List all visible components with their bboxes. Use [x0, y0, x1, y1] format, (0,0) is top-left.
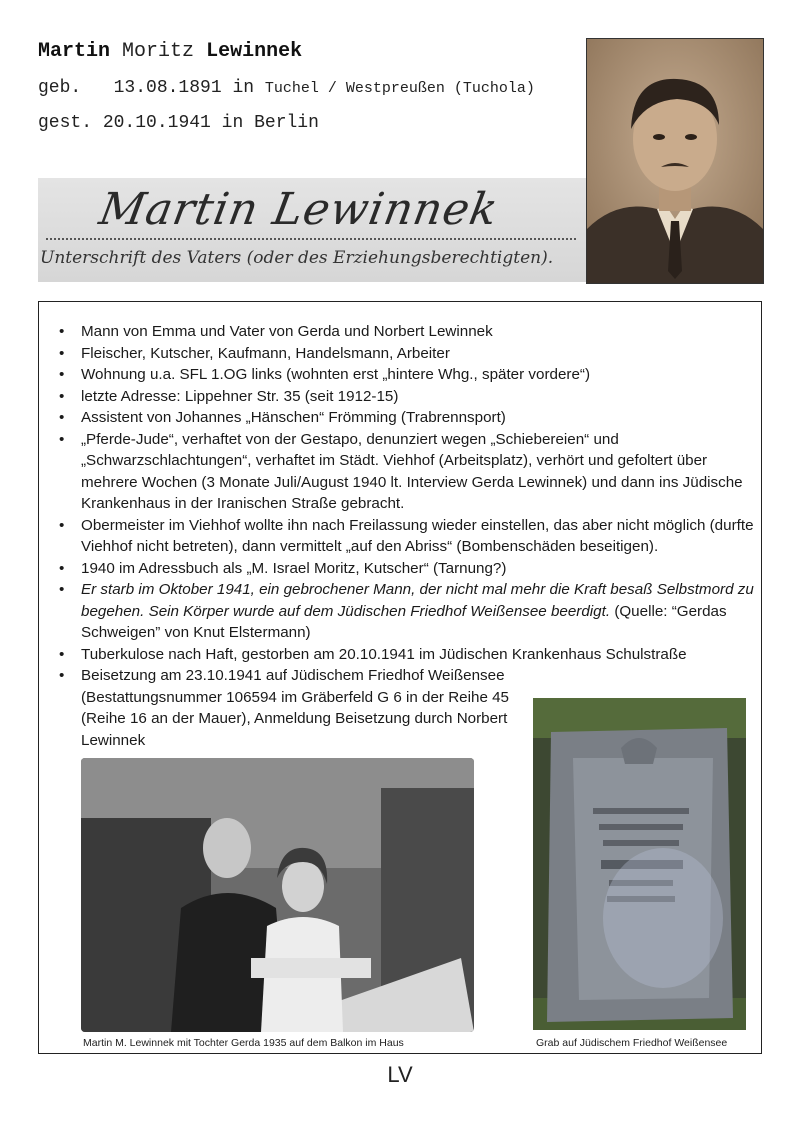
list-item: • Obermeister im Viehhof wollte ihn nach Freilassung wieder einstellen, das aber nicht möglich (durfte Viehhof nicht betreten), dann vermittelt „auf den Abriss“ (Bombenschäden beseitigen).: [59, 515, 759, 558]
portrait-photo: [586, 38, 764, 284]
grave-photo-illustration: [533, 698, 746, 1030]
grave-photo: [533, 698, 746, 1030]
list-item: • „Pferde-Jude“, verhaftet von der Gestapo, denunziert wegen „Schiebereien“ und „Schwarzschlachtungen“, verhaftet im Städt. Viehhof (Arbeitsplatz), verhört und gefoltert über mehrere Wochen (3 Monate Juli/August 1940 lt. Interview Gerda Lewinnek) und dann ins Jüdische Krankenhaus in der Iranischen Straße gebracht.: [59, 429, 759, 515]
list-item: • Fleischer, Kutscher, Kaufmann, Handelsmann, Arbeiter: [59, 343, 759, 365]
list-item: • Wohnung u.a. SFL 1.OG links (wohnten erst „hintere Whg., später vordere“): [59, 364, 759, 386]
death-prefix: gest.: [38, 113, 93, 133]
list-item: • Tuberkulose nach Haft, gestorben am 20.10.1941 im Jüdischen Krankenhaus Schulstraße: [59, 644, 759, 666]
signature-rule: [46, 238, 576, 240]
list-item: • Assistent von Johannes „Hänschen“ Frömming (Trabrennsport): [59, 407, 759, 429]
death-line: [38, 113, 319, 133]
death-date: 20.10.1941: [102, 113, 211, 133]
quote-text: Er starb im Oktober 1941, ein gebrochener Mann, der nicht mal mehr die Kraft besaß Selbstmord zu begehen. Sein Körper wurde auf dem Jüdischen Friedhof Weißensee beerdigt.: [81, 581, 754, 620]
quote-item: [59, 579, 759, 644]
signature-strip: [38, 178, 586, 282]
grave-photo-caption: Grab auf Jüdischem Friedhof Weißensee: [536, 1037, 728, 1049]
birth-line: [38, 78, 535, 98]
family-photo-caption: Martin M. Lewinnek mit Tochter Gerda 1935 auf dem Balkon im Haus: [83, 1037, 404, 1049]
list-item: • 1940 im Adressbuch als „M. Israel Moritz, Kutscher“ (Tarnung?): [59, 558, 759, 580]
portrait-illustration: [587, 39, 763, 283]
birth-prefix: geb.: [38, 78, 82, 98]
list-item: • letzte Adresse: Lippehner Str. 35 (seit 1912-15): [59, 386, 759, 408]
handwritten-signature: Martin Lewinnek: [95, 184, 503, 235]
signature-caption: Unterschrift des Vaters (oder des Erziehungsberechtigten).: [40, 248, 554, 268]
list-item: • Mann von Emma und Vater von Gerda und Norbert Lewinnek: [59, 321, 759, 343]
birth-place: Tuchel / Westpreußen (Tuchola): [264, 80, 535, 97]
name-heading: [38, 40, 302, 63]
birth-in: in: [232, 78, 255, 98]
first-name: Martin: [38, 40, 111, 63]
facts-box: [38, 301, 762, 1054]
birth-date: 13.08.1891: [113, 78, 222, 98]
death-in: in: [221, 113, 244, 133]
middle-name: Moritz: [122, 40, 195, 63]
last-name: Lewinnek: [206, 40, 303, 63]
facts-list: [59, 321, 759, 751]
burial-text: • Beisetzung am 23.10.1941 auf Jüdischem Friedhof Weißensee (Bestattungsnummer 106594 im Gräberfeld G 6 in der Reihe 45 (Reihe 16 an der Mauer), Anmeldung Beisetzung durch Norbert Lewinnek: [81, 667, 510, 749]
family-photo: [81, 758, 474, 1032]
family-photo-illustration: [81, 758, 474, 1032]
death-place: Berlin: [254, 113, 319, 133]
page-footer: LV: [387, 1062, 413, 1087]
quote-source: (Quelle: “Gerdas Schweigen” von Knut Elstermann): [81, 602, 727, 641]
